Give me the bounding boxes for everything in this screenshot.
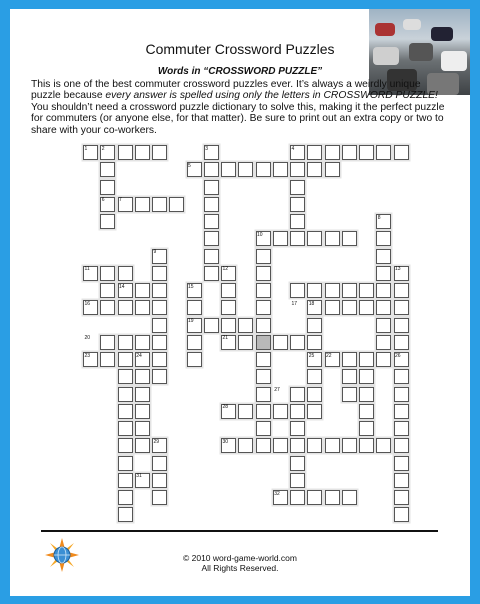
crossword-cell[interactable] [118, 300, 133, 315]
clue-number: 3 [205, 145, 209, 152]
crossword-cell[interactable] [100, 300, 115, 315]
crossword-cell[interactable] [118, 335, 133, 350]
crossword-cell[interactable] [290, 490, 305, 505]
clue-number: 6 [101, 197, 105, 204]
crossword-cell[interactable] [135, 387, 150, 402]
rights-line: All Rights Reserved. [201, 563, 279, 573]
crossword-cell[interactable] [152, 266, 167, 281]
clue-number: 18 [308, 300, 315, 307]
crossword-cell[interactable] [204, 266, 219, 281]
crossword-cell[interactable] [290, 231, 305, 246]
crossword-cell[interactable] [152, 300, 167, 315]
crossword-cell[interactable] [118, 473, 133, 488]
clue-number: 27 [274, 387, 280, 393]
crossword-cell[interactable] [307, 162, 322, 177]
crossword-cell[interactable] [394, 438, 409, 453]
crossword-cell[interactable] [135, 438, 150, 453]
crossword-cell[interactable] [342, 145, 357, 160]
crossword-cell[interactable] [376, 249, 391, 264]
crossword-cell[interactable] [221, 300, 236, 315]
clue-number: 1 [84, 145, 88, 152]
crossword-cell[interactable] [290, 438, 305, 453]
crossword-cell[interactable] [152, 335, 167, 350]
crossword-cell[interactable] [394, 300, 409, 315]
crossword-cell[interactable] [342, 283, 357, 298]
crossword-cell[interactable] [273, 162, 288, 177]
crossword-cell[interactable] [221, 162, 236, 177]
copyright [10, 553, 470, 573]
crossword-cell[interactable] [394, 490, 409, 505]
crossword-cell[interactable] [152, 456, 167, 471]
clue-number: 14 [119, 283, 125, 290]
crossword-cell[interactable] [376, 266, 391, 281]
crossword-cell[interactable] [152, 283, 167, 298]
clue-number: 13 [395, 266, 401, 273]
crossword-cell[interactable] [307, 369, 322, 384]
crossword-cell[interactable] [187, 335, 202, 350]
crossword-cell[interactable] [307, 438, 322, 453]
crossword-cell[interactable] [238, 404, 253, 419]
crossword-cell[interactable] [238, 318, 253, 333]
crossword-cell[interactable] [290, 180, 305, 195]
crossword-cell[interactable] [100, 162, 115, 177]
crossword-cell[interactable] [376, 352, 391, 367]
crossword-cell[interactable] [307, 335, 322, 350]
crossword-cell[interactable] [394, 456, 409, 471]
crossword-cell[interactable] [394, 507, 409, 522]
crossword-cell[interactable] [359, 421, 374, 436]
puzzle-sheet [10, 9, 470, 596]
crossword-cell[interactable] [135, 283, 150, 298]
crossword-cell[interactable] [394, 335, 409, 350]
crossword-cell[interactable] [394, 283, 409, 298]
crossword-cell[interactable] [118, 421, 133, 436]
crossword-cell[interactable] [118, 266, 133, 281]
clue-number: 23 [84, 352, 91, 359]
intro-emphasis: every answer is spelled using only the letters in CROSSWORD PUZZLE! [105, 90, 438, 102]
crossword-cell[interactable] [256, 387, 271, 402]
crossword-cell[interactable] [204, 231, 219, 246]
crossword-cell[interactable] [325, 145, 340, 160]
crossword-cell[interactable] [342, 300, 357, 315]
crossword-cell[interactable] [342, 231, 357, 246]
crossword-cell[interactable] [187, 352, 202, 367]
crossword-cell[interactable] [256, 404, 271, 419]
clue-number: 12 [222, 266, 229, 273]
crossword-cell[interactable] [100, 335, 115, 350]
crossword-cell[interactable] [238, 335, 253, 350]
crossword-cell[interactable] [290, 456, 305, 471]
clue-number: 29 [153, 438, 160, 445]
crossword-cell[interactable] [394, 369, 409, 384]
crossword-cell[interactable] [118, 456, 133, 471]
crossword-cell[interactable] [256, 266, 271, 281]
crossword-cell[interactable] [342, 490, 357, 505]
crossword-cell[interactable] [290, 162, 305, 177]
page-title: Commuter Crossword Puzzles [145, 41, 335, 57]
crossword-cell[interactable] [359, 300, 374, 315]
crossword-cell[interactable] [204, 249, 219, 264]
crossword-cell[interactable] [342, 438, 357, 453]
clue-number: 10 [257, 231, 263, 238]
clue-number: 25 [308, 352, 315, 359]
crossword-cell[interactable] [273, 335, 288, 350]
crossword-cell[interactable] [238, 438, 253, 453]
clue-number: 31 [136, 473, 142, 480]
crossword-cell[interactable] [169, 197, 184, 212]
intro-paragraph [31, 79, 451, 136]
crossword-cell[interactable] [152, 490, 167, 505]
crossword-cell[interactable] [359, 369, 374, 384]
crossword-cell[interactable] [221, 318, 236, 333]
clue-number: 9 [153, 249, 157, 255]
crossword-cell[interactable] [394, 473, 409, 488]
crossword-cell[interactable] [135, 421, 150, 436]
crossword-cell[interactable] [100, 266, 115, 281]
crossword-cell[interactable] [273, 438, 288, 453]
crossword-cell[interactable] [256, 283, 271, 298]
crossword-cell[interactable] [359, 283, 374, 298]
crossword-cell[interactable] [394, 318, 409, 333]
crossword-cell[interactable] [256, 335, 271, 350]
crossword-cell[interactable] [394, 421, 409, 436]
intro-text-2: You shouldn’t need a crossword puzzle dictionary to solve this, making it the perfect puzzle for commuters (or anyone else, for that matter). Be sure to print out an extra copy or two to share with your co-workers. [31, 101, 445, 136]
crossword-cell[interactable] [256, 352, 271, 367]
clue-number: 19 [188, 318, 194, 324]
clue-number: 28 [222, 404, 229, 411]
crossword-cell[interactable] [307, 490, 322, 505]
crossword-cell[interactable] [307, 318, 322, 333]
crossword-cell[interactable] [152, 145, 167, 160]
crossword-cell[interactable] [238, 162, 253, 177]
divider [41, 530, 438, 532]
crossword-cell[interactable] [152, 473, 167, 488]
crossword-cell[interactable] [290, 387, 305, 402]
clue-number: 22 [326, 352, 332, 359]
crossword-cell[interactable] [135, 369, 150, 384]
crossword-cell[interactable] [152, 352, 167, 367]
crossword-cell[interactable] [342, 387, 357, 402]
crossword-cell[interactable] [307, 404, 322, 419]
crossword-cell[interactable] [135, 197, 150, 212]
crossword-cell[interactable] [325, 438, 340, 453]
crossword-cell[interactable] [394, 145, 409, 160]
crossword-cell[interactable] [256, 421, 271, 436]
crossword-cell[interactable] [359, 145, 374, 160]
clue-number: 5 [188, 162, 191, 169]
crossword-cell[interactable] [290, 214, 305, 229]
crossword-cell[interactable] [256, 300, 271, 315]
clue-number: 21 [222, 335, 229, 342]
crossword-cell[interactable] [273, 231, 288, 246]
crossword-cell[interactable] [376, 335, 391, 350]
crossword-cell[interactable] [118, 507, 133, 522]
crossword-cell[interactable] [135, 404, 150, 419]
crossword-cell[interactable] [325, 490, 340, 505]
crossword-cell[interactable] [290, 421, 305, 436]
crossword-cell[interactable] [100, 214, 115, 229]
clue-number: 2 [101, 145, 105, 152]
crossword-cell[interactable] [376, 300, 391, 315]
crossword-cell[interactable] [290, 473, 305, 488]
crossword-cell[interactable] [290, 404, 305, 419]
crossword-cell[interactable] [359, 352, 374, 367]
copyright-line: © 2010 word-game-world.com [183, 553, 297, 563]
crossword-cell[interactable] [135, 335, 150, 350]
crossword-cell[interactable] [359, 438, 374, 453]
intro-text-1: This is one of the best commuter crossword puzzles ever. It’s always a weirdly unique puzzle because [31, 79, 421, 102]
crossword-cell[interactable] [256, 369, 271, 384]
crossword-cell[interactable] [152, 369, 167, 384]
crossword-cell[interactable] [256, 162, 271, 177]
crossword-cell[interactable] [376, 283, 391, 298]
crossword-cell[interactable] [152, 318, 167, 333]
crossword-cell[interactable] [100, 180, 115, 195]
crossword-cell[interactable] [290, 197, 305, 212]
crossword-cell[interactable] [256, 249, 271, 264]
crossword-cell[interactable] [135, 145, 150, 160]
crossword-cell[interactable] [256, 318, 271, 333]
clue-number: 16 [84, 300, 91, 307]
clue-number: 8 [377, 214, 381, 221]
crossword-cell[interactable] [135, 300, 150, 315]
crossword-cell[interactable] [307, 387, 322, 402]
crossword-cell[interactable] [376, 231, 391, 246]
crossword-cell[interactable] [290, 335, 305, 350]
crossword-cell[interactable] [118, 369, 133, 384]
crossword-cell[interactable] [325, 162, 340, 177]
crossword-cell[interactable] [325, 300, 340, 315]
crossword-cell[interactable] [204, 214, 219, 229]
crossword-cell[interactable] [152, 197, 167, 212]
crossword-cell[interactable] [376, 438, 391, 453]
crossword-cell[interactable] [221, 283, 236, 298]
crossword-cell[interactable] [118, 387, 133, 402]
crossword-cell[interactable] [187, 300, 202, 315]
crossword-cell[interactable] [394, 387, 409, 402]
crossword-cell[interactable] [118, 352, 133, 367]
crossword-cell[interactable] [118, 490, 133, 505]
clue-number: 7 [119, 197, 122, 204]
crossword-cell[interactable] [307, 231, 322, 246]
crossword-cell[interactable] [359, 387, 374, 402]
crossword-cell[interactable] [307, 283, 322, 298]
crossword-cell[interactable] [307, 145, 322, 160]
clue-number: 24 [136, 352, 142, 359]
clue-number: 26 [395, 352, 401, 359]
crossword-cell[interactable] [256, 438, 271, 453]
clue-number: 32 [274, 490, 280, 497]
clue-number: 15 [188, 283, 194, 290]
crossword-cell[interactable] [359, 404, 374, 419]
crossword-cell[interactable] [325, 231, 340, 246]
crossword-cell[interactable] [342, 352, 357, 367]
crossword-cell[interactable] [376, 145, 391, 160]
clue-number: 20 [84, 335, 91, 342]
crossword-cell[interactable] [394, 404, 409, 419]
crossword-cell[interactable] [273, 404, 288, 419]
crossword-cell[interactable] [376, 318, 391, 333]
clue-number: 30 [222, 438, 229, 445]
crossword-cell[interactable] [118, 145, 133, 160]
crossword-cell[interactable] [204, 162, 219, 177]
clue-number: 11 [84, 266, 90, 273]
crossword-cell[interactable] [204, 180, 219, 195]
crossword-cell[interactable] [100, 283, 115, 298]
page-subtitle: Words in “CROSSWORD PUZZLE” [157, 66, 323, 77]
crossword-cell[interactable] [118, 438, 133, 453]
clue-number: 4 [291, 145, 295, 152]
clue-number: 17 [291, 300, 298, 307]
crossword-cell[interactable] [342, 369, 357, 384]
crossword-cell[interactable] [290, 283, 305, 298]
crossword-cell[interactable] [325, 283, 340, 298]
crossword-cell[interactable] [204, 197, 219, 212]
crossword-cell[interactable] [118, 404, 133, 419]
crossword-cell[interactable] [204, 318, 219, 333]
crossword-cell[interactable] [100, 352, 115, 367]
